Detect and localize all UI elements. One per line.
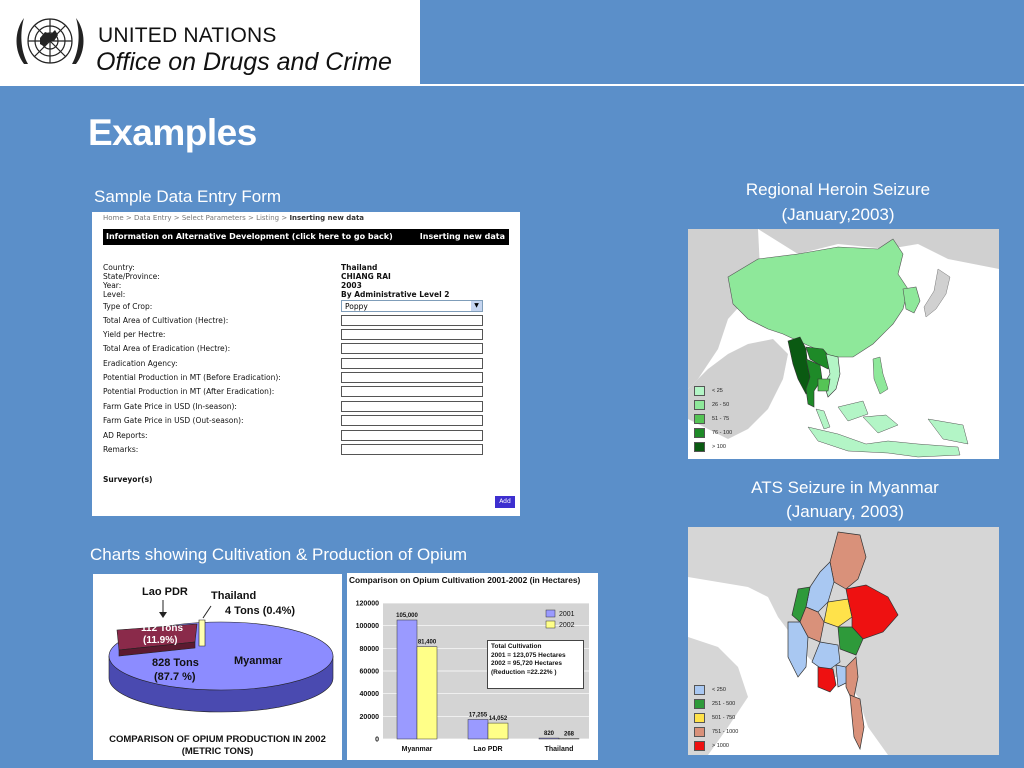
field-label: Year: [103, 281, 122, 290]
data-label: 14,052 [488, 716, 508, 723]
bar-myanmar-2002 [417, 647, 437, 739]
legend-swatch [694, 428, 705, 438]
legend-label: 76 - 100 [712, 430, 733, 436]
x-tick-label: Myanmar [401, 746, 433, 753]
org-name-line2: Office on Drugs and Crime [96, 48, 392, 76]
pie-label-thailand-name: Thailand [211, 590, 257, 602]
pie-label-myanmar-value: 828 Tons [152, 657, 199, 669]
label-arrow-lao [159, 612, 167, 618]
field-label: Yield per Hectre: [103, 330, 166, 339]
total-line2: 2001 = 123,075 Hectares [491, 651, 566, 659]
legend-label: 51 - 75 [712, 416, 730, 422]
legend-swatch [694, 442, 705, 452]
pie-label-thailand-value: 4 Tons (0.4%) [225, 605, 296, 617]
data-label: 105,000 [396, 613, 418, 619]
bar-lao-pdr-2001 [468, 719, 488, 739]
total-line4: (Reduction =22.22% ) [491, 668, 557, 676]
field-label: Country: [103, 263, 135, 272]
price-in-season-input[interactable] [341, 401, 483, 412]
legend-label: 2001 [559, 611, 575, 618]
bar-myanmar-2001 [397, 620, 417, 739]
legend-label: > 1000 [712, 743, 729, 749]
region-ayeyarwady [818, 667, 836, 692]
bar-thailand-2001 [539, 738, 559, 739]
heroin-map-caption-line2: (January,2003) [781, 205, 895, 224]
add-button[interactable]: Add [495, 496, 515, 508]
legend-swatch [694, 400, 705, 410]
form-status: Inserting new data [419, 232, 505, 241]
legend-swatch [694, 741, 705, 751]
field-label: Potential Production in MT (Before Eradication): [103, 373, 281, 382]
pie-label-myanmar-name: Myanmar [234, 655, 283, 667]
remarks-input[interactable] [341, 444, 483, 455]
y-tick-label: 80000 [359, 645, 379, 653]
pie-label-lao-value: 112 Tons [141, 623, 184, 634]
data-label: 17,255 [468, 712, 488, 719]
pie-label-lao-percent: (11.9%) [143, 635, 178, 646]
field-label: Remarks: [103, 445, 139, 454]
sample-data-entry-form [92, 212, 520, 516]
ats-map-caption-line2: (January, 2003) [786, 502, 904, 521]
field-label: Level: [103, 290, 126, 299]
ats-seizure-map [688, 527, 999, 755]
legend-label: 751 - 1000 [712, 729, 739, 735]
yield-input[interactable] [341, 329, 483, 340]
field-label: Farm Gate Price in USD (In-season): [103, 402, 237, 411]
bar-chart-title: Comparison on Opium Cultivation 2001-2002 (in Hectares) [349, 575, 581, 585]
field-label: Eradication Agency: [103, 359, 178, 368]
opium-production-pie-chart [93, 574, 342, 760]
breadcrumb-path[interactable]: Home > Data Entry > Select Parameters > Listing > [103, 214, 290, 222]
legend-label: 251 - 500 [712, 701, 736, 707]
crop-type-select[interactable] [341, 300, 483, 312]
data-label: 268 [563, 731, 575, 738]
heroin-map-graphic [688, 229, 999, 459]
pie-title-line1: COMPARISON OF OPIUM PRODUCTION IN 2002 [109, 734, 326, 745]
bar-lao-pdr-2002 [488, 723, 508, 739]
org-name-line1: UNITED NATIONS [98, 24, 277, 47]
field-value-year: 2003 [341, 281, 362, 290]
field-value-state: CHIANG RAI [341, 272, 391, 281]
production-before-input[interactable] [341, 372, 483, 383]
y-tick-label: 120000 [355, 600, 379, 608]
x-tick-label: Lao PDR [473, 746, 503, 753]
pie-title-line2: (METRIC TONS) [181, 746, 254, 757]
header-divider [420, 84, 1024, 86]
pie-label-myanmar-percent: (87.7 %) [154, 671, 196, 683]
production-after-input[interactable] [341, 386, 483, 397]
legend-label: 501 - 750 [712, 715, 736, 721]
field-label: AD Reports: [103, 431, 148, 440]
legend-label: < 25 [712, 388, 723, 394]
heroin-seizure-map [688, 229, 999, 459]
crop-type-value: Poppy [345, 302, 368, 311]
un-emblem-icon [10, 6, 90, 76]
legend-swatch [694, 386, 705, 396]
eradication-area-input[interactable] [341, 343, 483, 354]
legend-swatch [546, 610, 555, 617]
y-tick-label: 20000 [359, 713, 379, 721]
total-line1: Total Cultivation [491, 643, 542, 650]
breadcrumb-current: Inserting new data [289, 214, 365, 222]
form-title-bar [103, 229, 509, 245]
legend-swatch [694, 699, 705, 709]
total-cultivation-box [487, 640, 584, 689]
legend-swatch [694, 414, 705, 424]
field-label: Potential Production in MT (After Eradication): [103, 387, 275, 396]
data-label: 81,400 [417, 639, 437, 646]
slide-title: Examples [88, 112, 257, 153]
legend-label: < 250 [712, 687, 726, 693]
x-tick-label: Thailand [544, 746, 574, 753]
legend-swatch [694, 727, 705, 737]
total-line3: 2002 = 95,720 Hectares [491, 660, 563, 667]
charts-caption: Charts showing Cultivation & Production of Opium [90, 545, 468, 564]
eradication-agency-input[interactable] [341, 358, 483, 369]
opium-cultivation-bar-chart [347, 573, 598, 760]
field-value-level: By Administrative Level 2 [341, 290, 450, 299]
label-pointer-thailand [203, 606, 211, 618]
y-tick-label: 40000 [359, 691, 379, 699]
breadcrumb [103, 214, 364, 222]
field-label: State/Province: [103, 272, 160, 281]
y-tick-label: 60000 [359, 668, 379, 676]
pie-label-lao-name: Lao PDR [142, 586, 188, 598]
form-caption: Sample Data Entry Form [94, 187, 282, 206]
y-tick-label: 100000 [355, 623, 379, 631]
field-label: Total Area of Cultivation (Hectre): [103, 316, 229, 325]
legend-swatch [546, 621, 555, 628]
ad-reports-input[interactable] [341, 430, 483, 441]
data-label: 820 [543, 731, 555, 738]
heroin-map-caption-line1: Regional Heroin Seizure [745, 180, 931, 199]
ats-map-caption-line1: ATS Seizure in Myanmar [751, 478, 939, 497]
field-label: Farm Gate Price in USD (Out-season): [103, 416, 244, 425]
legend-swatch [694, 685, 705, 695]
surveyor-label: Surveyor(s) [103, 475, 153, 484]
region-cambodia [818, 379, 830, 391]
field-label: Total Area of Eradication (Hectre): [103, 344, 231, 353]
crop-label: Type of Crop: [103, 302, 153, 311]
legend-label: > 100 [712, 444, 726, 450]
legend-swatch [694, 713, 705, 723]
org-header [0, 0, 420, 86]
legend-label: 26 - 50 [712, 402, 730, 408]
cultivation-area-input[interactable] [341, 315, 483, 326]
go-back-link[interactable]: Information on Alternative Development (click here to go back) [106, 232, 393, 241]
field-value-country: Thailand [341, 263, 378, 272]
legend-label: 2002 [559, 622, 575, 629]
pie-slice-thailand [199, 620, 205, 646]
chevron-down-icon[interactable]: ▼ [471, 301, 482, 311]
price-out-season-input[interactable] [341, 415, 483, 426]
y-tick-label: 0 [375, 736, 379, 744]
